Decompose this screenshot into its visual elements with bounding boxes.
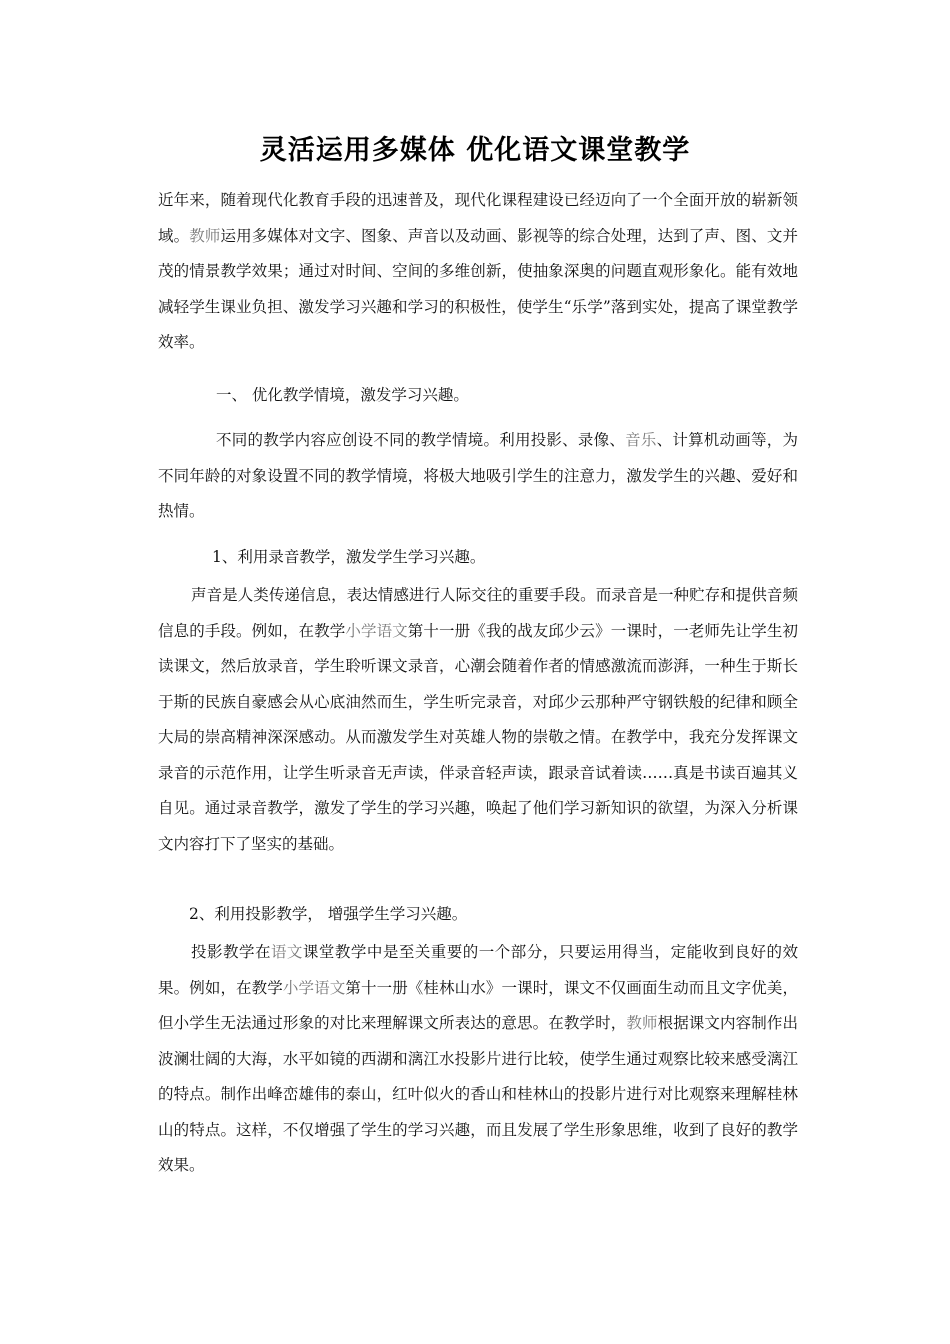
section-heading-1-1: 1、利用录音教学，激发学生学习兴趣。 bbox=[212, 548, 486, 566]
keyword-link-primary-chinese[interactable]: 小学语文 bbox=[282, 978, 346, 997]
keyword-link-primary-chinese[interactable]: 小学语文 bbox=[345, 621, 408, 640]
keyword-link-teacher[interactable]: 教师 bbox=[189, 226, 221, 245]
paragraph-projection bbox=[158, 935, 798, 1184]
document-title: 灵活运用多媒体 优化语文课堂教学 bbox=[259, 135, 691, 166]
keyword-link-music[interactable]: 音乐 bbox=[625, 431, 657, 449]
paragraph-recording bbox=[158, 578, 798, 862]
paragraph-text: 课堂教学中是至关重要的一个部分，只要运用得当，定能收到良好的效果。例如，在教学 bbox=[158, 943, 798, 997]
keyword-link-teacher[interactable]: 教师 bbox=[626, 1014, 658, 1032]
paragraph-section-1 bbox=[158, 423, 798, 530]
paragraph-text: 、计算机动画等，为不同年龄的对象设置不同的教学情境，将极大地吸引学生的注意力，激发学生的兴趣、爱好和热情。 bbox=[158, 431, 798, 520]
paragraph-text: 根据课文内容制作出波澜壮阔的大海，水平如镜的西湖和漓江水投影片进行比较，使学生通过观察比较来感受漓江的特点。制作出峰峦雄伟的泰山，红叶似火的香山和桂林山的投影片进行对比观察来理解桂林山的特点。这样，不仅增强了学生的学习兴趣，而且发展了学生形象思维，收到了良好的教学效果。 bbox=[158, 1014, 798, 1174]
paragraph-intro bbox=[158, 183, 798, 361]
section-heading-1-2: 2、利用投影教学， 增强学生学习兴趣。 bbox=[189, 905, 468, 923]
paragraph-text: 不同的教学内容应创设不同的教学情境。利用投影、录像、 bbox=[216, 431, 626, 449]
paragraph-text: 近年来，随着现代化教育手段的迅速普及，现代化课程建设已经迈向了一个全面开放的崭新领域。 bbox=[158, 191, 798, 245]
keyword-link-chinese[interactable]: 语文 bbox=[270, 943, 303, 961]
section-heading-1: 一、 优化教学情境，激发学习兴趣。 bbox=[216, 386, 469, 404]
paragraph-text: 第十一册《我的战友邱少云》一课时，一老师先让学生初读课文，然后放录音，学生聆听课文录音，心潮会随着作者的情感激流而澎湃，一种生于斯长于斯的民族自豪感会从心底油然而生，学生听完录音，对邱少云那种严守钢铁般的纪律和顾全大局的崇高精神深深感动。从而激发学生对英雄人物的崇敬之情。在教学中，我充分发挥课文录音的示范作用，让学生听录音无声读，伴录音轻声读，跟录音试着读……真是书读百遍其义自见。通过录音教学，激发了学生的学习兴趣，唤起了他们学习新知识的欲望，为深入分析课文内容打下了坚实的基础。 bbox=[158, 621, 798, 853]
paragraph-text: 第十一册《桂林山水》一课时，课文不仅画面生动而且文字优美，但小学生无法通过形象的对比来理解课文所表达的意思。在教学时， bbox=[158, 978, 798, 1032]
paragraph-text: 运用多媒体对文字、图象、声音以及动画、影视等的综合处理，达到了声、图、文并茂的情景教学效果；通过对时间、空间的多维创新，使抽象深奥的问题直观形象化。能有效地减轻学生课业负担、激发学习兴趣和学习的积极性，使学生“乐学”落到实处，提高了课堂教学效率。 bbox=[158, 226, 798, 351]
paragraph-text: 声音是人类传递信息，表达情感进行人际交往的重要手段。而录音是一种贮存和提供音频信息的手段。例如，在教学 bbox=[158, 586, 798, 640]
paragraph-text: 投影教学在 bbox=[191, 943, 271, 961]
